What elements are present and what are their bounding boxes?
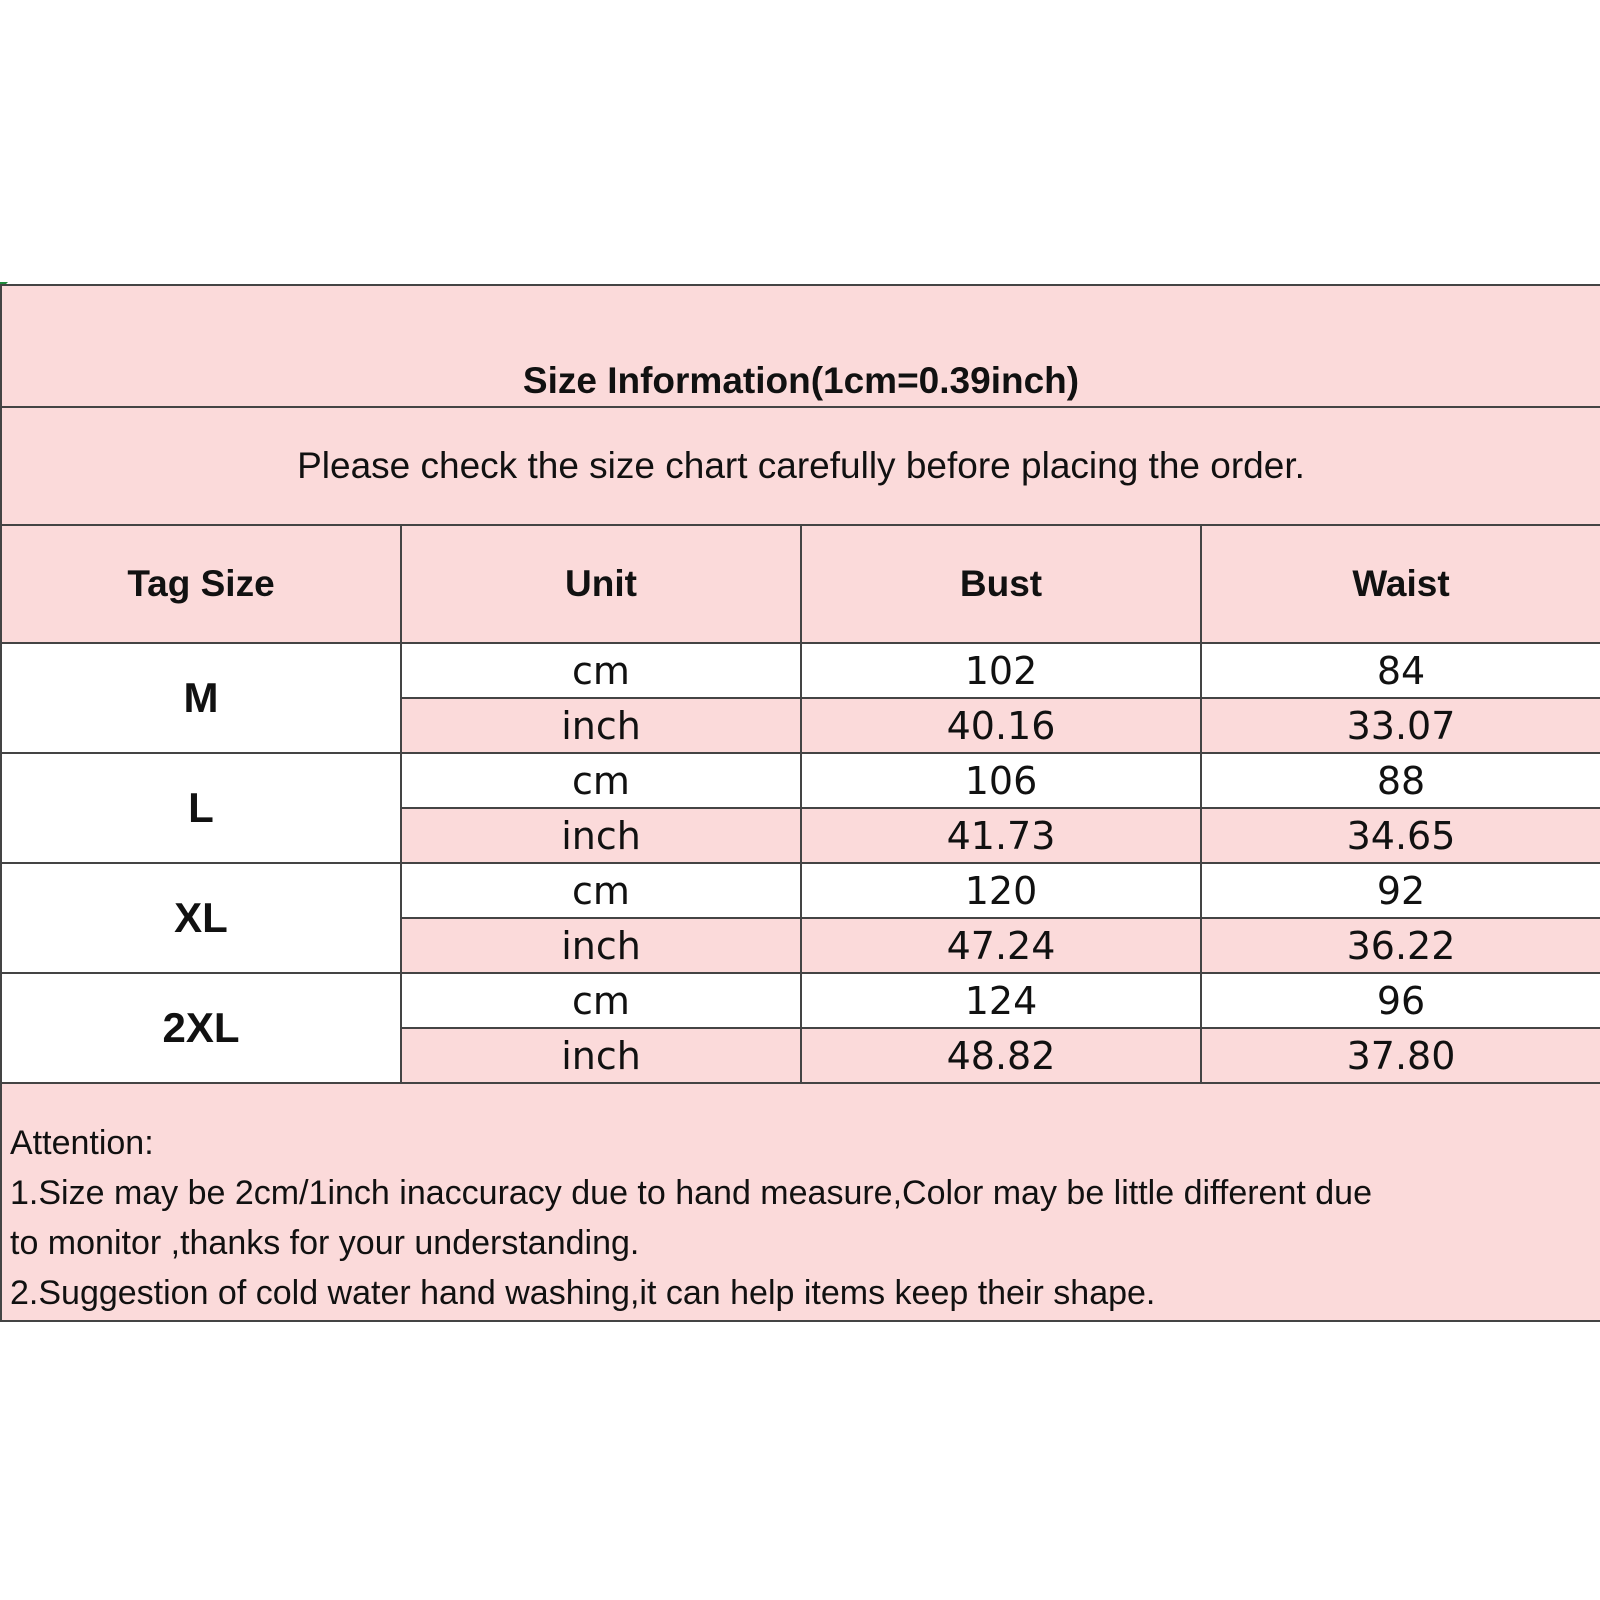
- chart-subtitle: Please check the size chart carefully before placing the order.: [1, 407, 1600, 525]
- unit-cell: inch: [401, 918, 801, 973]
- unit-cell: cm: [401, 973, 801, 1028]
- bust-cell: 41.73: [801, 808, 1201, 863]
- header-waist: Waist: [1201, 525, 1600, 643]
- table-row: [1, 643, 1600, 698]
- note-line: 1.Size may be 2cm/1inch inaccuracy due to hand measure,Color may be little different due: [10, 1174, 1372, 1212]
- waist-cell: 33.07: [1201, 698, 1600, 753]
- unit-cell: inch: [401, 698, 801, 753]
- bust-cell: 40.16: [801, 698, 1201, 753]
- tag-size-cell: M: [1, 643, 401, 753]
- waist-cell: 84: [1201, 643, 1600, 698]
- waist-cell: 92: [1201, 863, 1600, 918]
- note-line: 2.Suggestion of cold water hand washing,it can help items keep their shape.: [10, 1274, 1156, 1312]
- bust-cell: 106: [801, 753, 1201, 808]
- header-row: [1, 525, 1600, 643]
- table-row: [1, 753, 1600, 808]
- header-unit: Unit: [401, 525, 801, 643]
- unit-cell: cm: [401, 643, 801, 698]
- header-tag-size: Tag Size: [1, 525, 401, 643]
- bust-cell: 102: [801, 643, 1201, 698]
- waist-cell: 88: [1201, 753, 1600, 808]
- table-row: [1, 973, 1600, 1028]
- unit-cell: cm: [401, 753, 801, 808]
- table-row: [1, 863, 1600, 918]
- bust-cell: 120: [801, 863, 1201, 918]
- unit-cell: inch: [401, 808, 801, 863]
- bust-cell: 47.24: [801, 918, 1201, 973]
- waist-cell: 36.22: [1201, 918, 1600, 973]
- chart-title: Size Information(1cm=0.39inch): [1, 285, 1600, 407]
- header-bust: Bust: [801, 525, 1201, 643]
- attention-heading: Attention:: [10, 1124, 154, 1162]
- note-line: to monitor ,thanks for your understanding.: [10, 1224, 640, 1262]
- unit-cell: inch: [401, 1028, 801, 1083]
- waist-cell: 37.80: [1201, 1028, 1600, 1083]
- unit-cell: cm: [401, 863, 801, 918]
- bust-cell: 48.82: [801, 1028, 1201, 1083]
- tag-size-cell: XL: [1, 863, 401, 973]
- waist-cell: 34.65: [1201, 808, 1600, 863]
- attention-notes: [1, 1083, 1600, 1321]
- bust-cell: 124: [801, 973, 1201, 1028]
- waist-cell: 96: [1201, 973, 1600, 1028]
- tag-size-cell: L: [1, 753, 401, 863]
- tag-size-cell: 2XL: [1, 973, 401, 1083]
- size-chart-table: [0, 284, 1600, 1322]
